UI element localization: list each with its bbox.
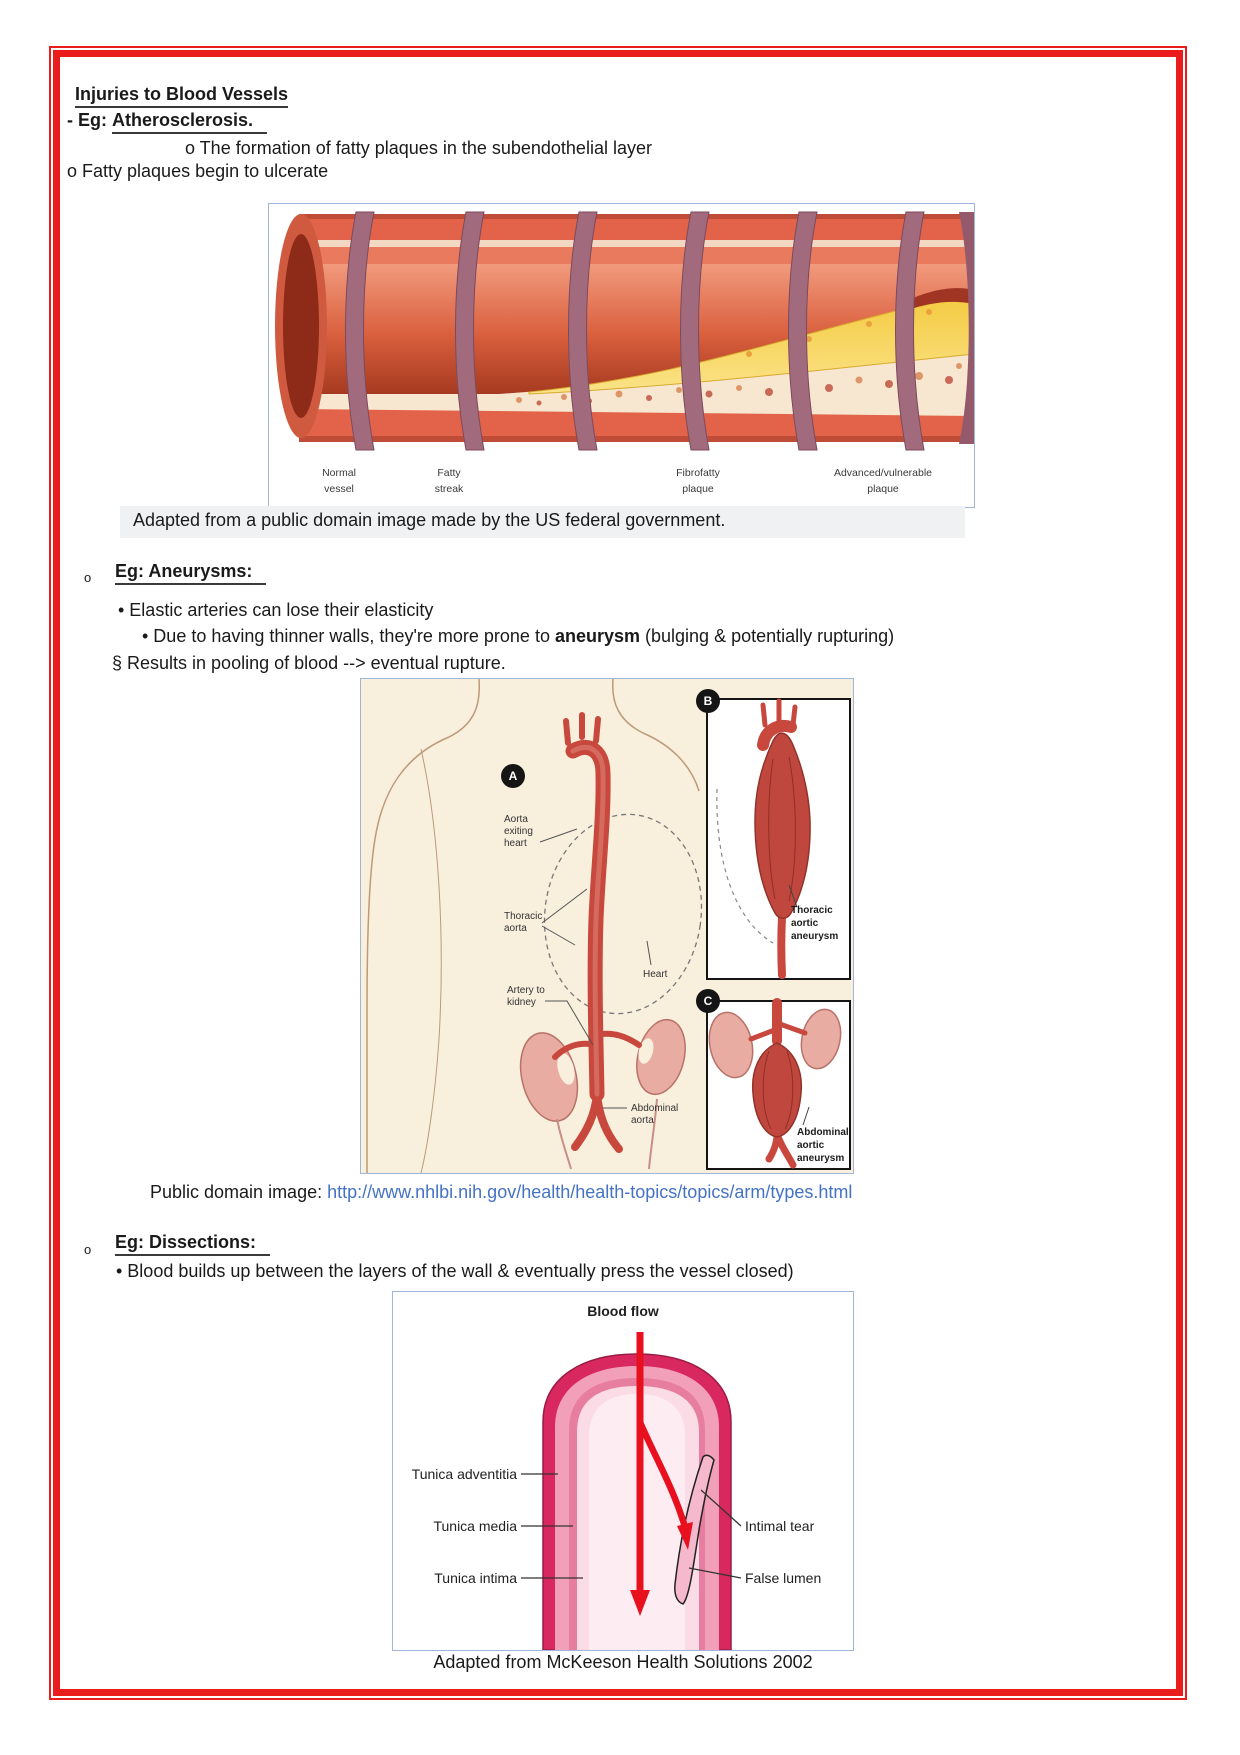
thoracic-aorta-label: Thoracic bbox=[504, 911, 543, 922]
svg-text:aorta: aorta bbox=[504, 923, 527, 934]
aneurysms-point-3: § Results in pooling of blood --> eventual rupture. bbox=[112, 653, 506, 673]
stage-label: streak bbox=[434, 483, 464, 495]
dissections-heading-text: Eg: Dissections: bbox=[115, 1232, 270, 1256]
aneurysms-list-marker: o bbox=[84, 570, 92, 585]
atherosclerosis-heading-prefix: - Eg: bbox=[67, 110, 112, 130]
intimal-tear-label: Intimal tear bbox=[745, 1518, 815, 1534]
stage-label: Advanced/vulnerable bbox=[833, 467, 933, 479]
dissections-point-1: • Blood builds up between the layers of the wall & eventually press the vessel closed) bbox=[116, 1261, 794, 1281]
vessel-left-opening bbox=[275, 214, 327, 438]
stage-label: Fatty bbox=[437, 467, 461, 479]
svg-text:aneurysm: aneurysm bbox=[797, 1153, 845, 1164]
aneurysms-point-1: • Elastic arteries can lose their elasticity bbox=[118, 600, 434, 620]
svg-text:A: A bbox=[508, 769, 518, 783]
dissection-illustration bbox=[393, 1292, 853, 1650]
atherosclerosis-caption: Adapted from a public domain image made by the US federal government. bbox=[133, 510, 726, 530]
heart-label: Heart bbox=[643, 969, 668, 980]
aneurysm-term-bold: aneurysm bbox=[554, 626, 641, 646]
abdominal-aneurysm-bulge bbox=[753, 1043, 802, 1137]
stage-label: plaque bbox=[682, 483, 714, 495]
aneurysms-point-2-pre: • Due to having thinner walls, they're more prone to bbox=[142, 626, 555, 646]
atherosclerosis-heading bbox=[67, 110, 267, 134]
inset-thoracic-aneurysm bbox=[707, 699, 850, 979]
atherosclerosis-point-1: o The formation of fatty plaques in the subendothelial layer bbox=[185, 138, 652, 158]
svg-text:aortic: aortic bbox=[791, 918, 819, 929]
stage-label: Fibrofatty bbox=[676, 467, 720, 479]
dissections-heading bbox=[115, 1232, 270, 1256]
false-lumen-label: False lumen bbox=[745, 1570, 822, 1586]
page-title-text: Injuries to Blood Vessels bbox=[75, 84, 288, 108]
atherosclerosis-figure bbox=[268, 203, 975, 508]
caption-link[interactable]: http://www.nhlbi.nih.gov/health/health-topics/topics/arm/types.html bbox=[327, 1182, 853, 1202]
stage-label: Normal bbox=[322, 467, 356, 479]
stage-label: plaque bbox=[867, 483, 899, 495]
atherosclerosis-caption-band bbox=[120, 506, 965, 538]
abdominal-aortic-aneurysm-label: Abdominal bbox=[797, 1127, 849, 1138]
tunica-adventitia-label: Tunica adventitia bbox=[411, 1466, 517, 1482]
aorta-exiting-heart-label: Aorta bbox=[504, 814, 528, 825]
tunica-media-label: Tunica media bbox=[433, 1518, 517, 1534]
blood-flow-label: Blood flow bbox=[587, 1303, 659, 1319]
svg-text:exiting: exiting bbox=[504, 826, 533, 837]
aneurysms-heading bbox=[115, 561, 266, 585]
aneurysm-figure bbox=[360, 678, 854, 1174]
aneurysms-point-2 bbox=[142, 626, 894, 647]
inset-abdominal-aneurysm bbox=[704, 1001, 850, 1169]
aneurysm-caption-prefix: Public domain image: bbox=[150, 1182, 328, 1202]
stage-label: vessel bbox=[324, 483, 354, 495]
svg-text:aorta: aorta bbox=[631, 1115, 654, 1126]
dissections-list-marker: o bbox=[84, 1242, 92, 1257]
dissection-figure bbox=[392, 1291, 854, 1651]
svg-text:B: B bbox=[703, 694, 713, 708]
svg-text:aortic: aortic bbox=[797, 1140, 825, 1151]
atherosclerosis-illustration bbox=[269, 204, 974, 507]
aneurysm-caption bbox=[150, 1182, 852, 1203]
thoracic-aortic-aneurysm-label: Thoracic bbox=[791, 905, 833, 916]
aneurysms-point-2-post: (bulging & potentially rupturing) bbox=[640, 626, 895, 646]
abdominal-aorta-label: Abdominal bbox=[631, 1103, 679, 1114]
atherosclerosis-point-2: o Fatty plaques begin to ulcerate bbox=[67, 161, 329, 181]
svg-text:C: C bbox=[703, 994, 713, 1008]
aneurysms-heading-text: Eg: Aneurysms: bbox=[115, 561, 266, 585]
artery-to-kidney-label: Artery to bbox=[507, 985, 545, 996]
aneurysm-illustration bbox=[361, 679, 853, 1173]
stage-labels bbox=[322, 467, 932, 495]
svg-text:kidney: kidney bbox=[507, 997, 536, 1008]
dissection-caption: Adapted from McKeeson Health Solutions 2002 bbox=[433, 1652, 813, 1672]
svg-text:aneurysm: aneurysm bbox=[791, 931, 839, 942]
page-title bbox=[75, 84, 288, 108]
atherosclerosis-heading-term: Atherosclerosis. bbox=[112, 110, 267, 134]
tunica-intima-label: Tunica intima bbox=[434, 1570, 517, 1586]
svg-text:heart: heart bbox=[504, 838, 527, 849]
